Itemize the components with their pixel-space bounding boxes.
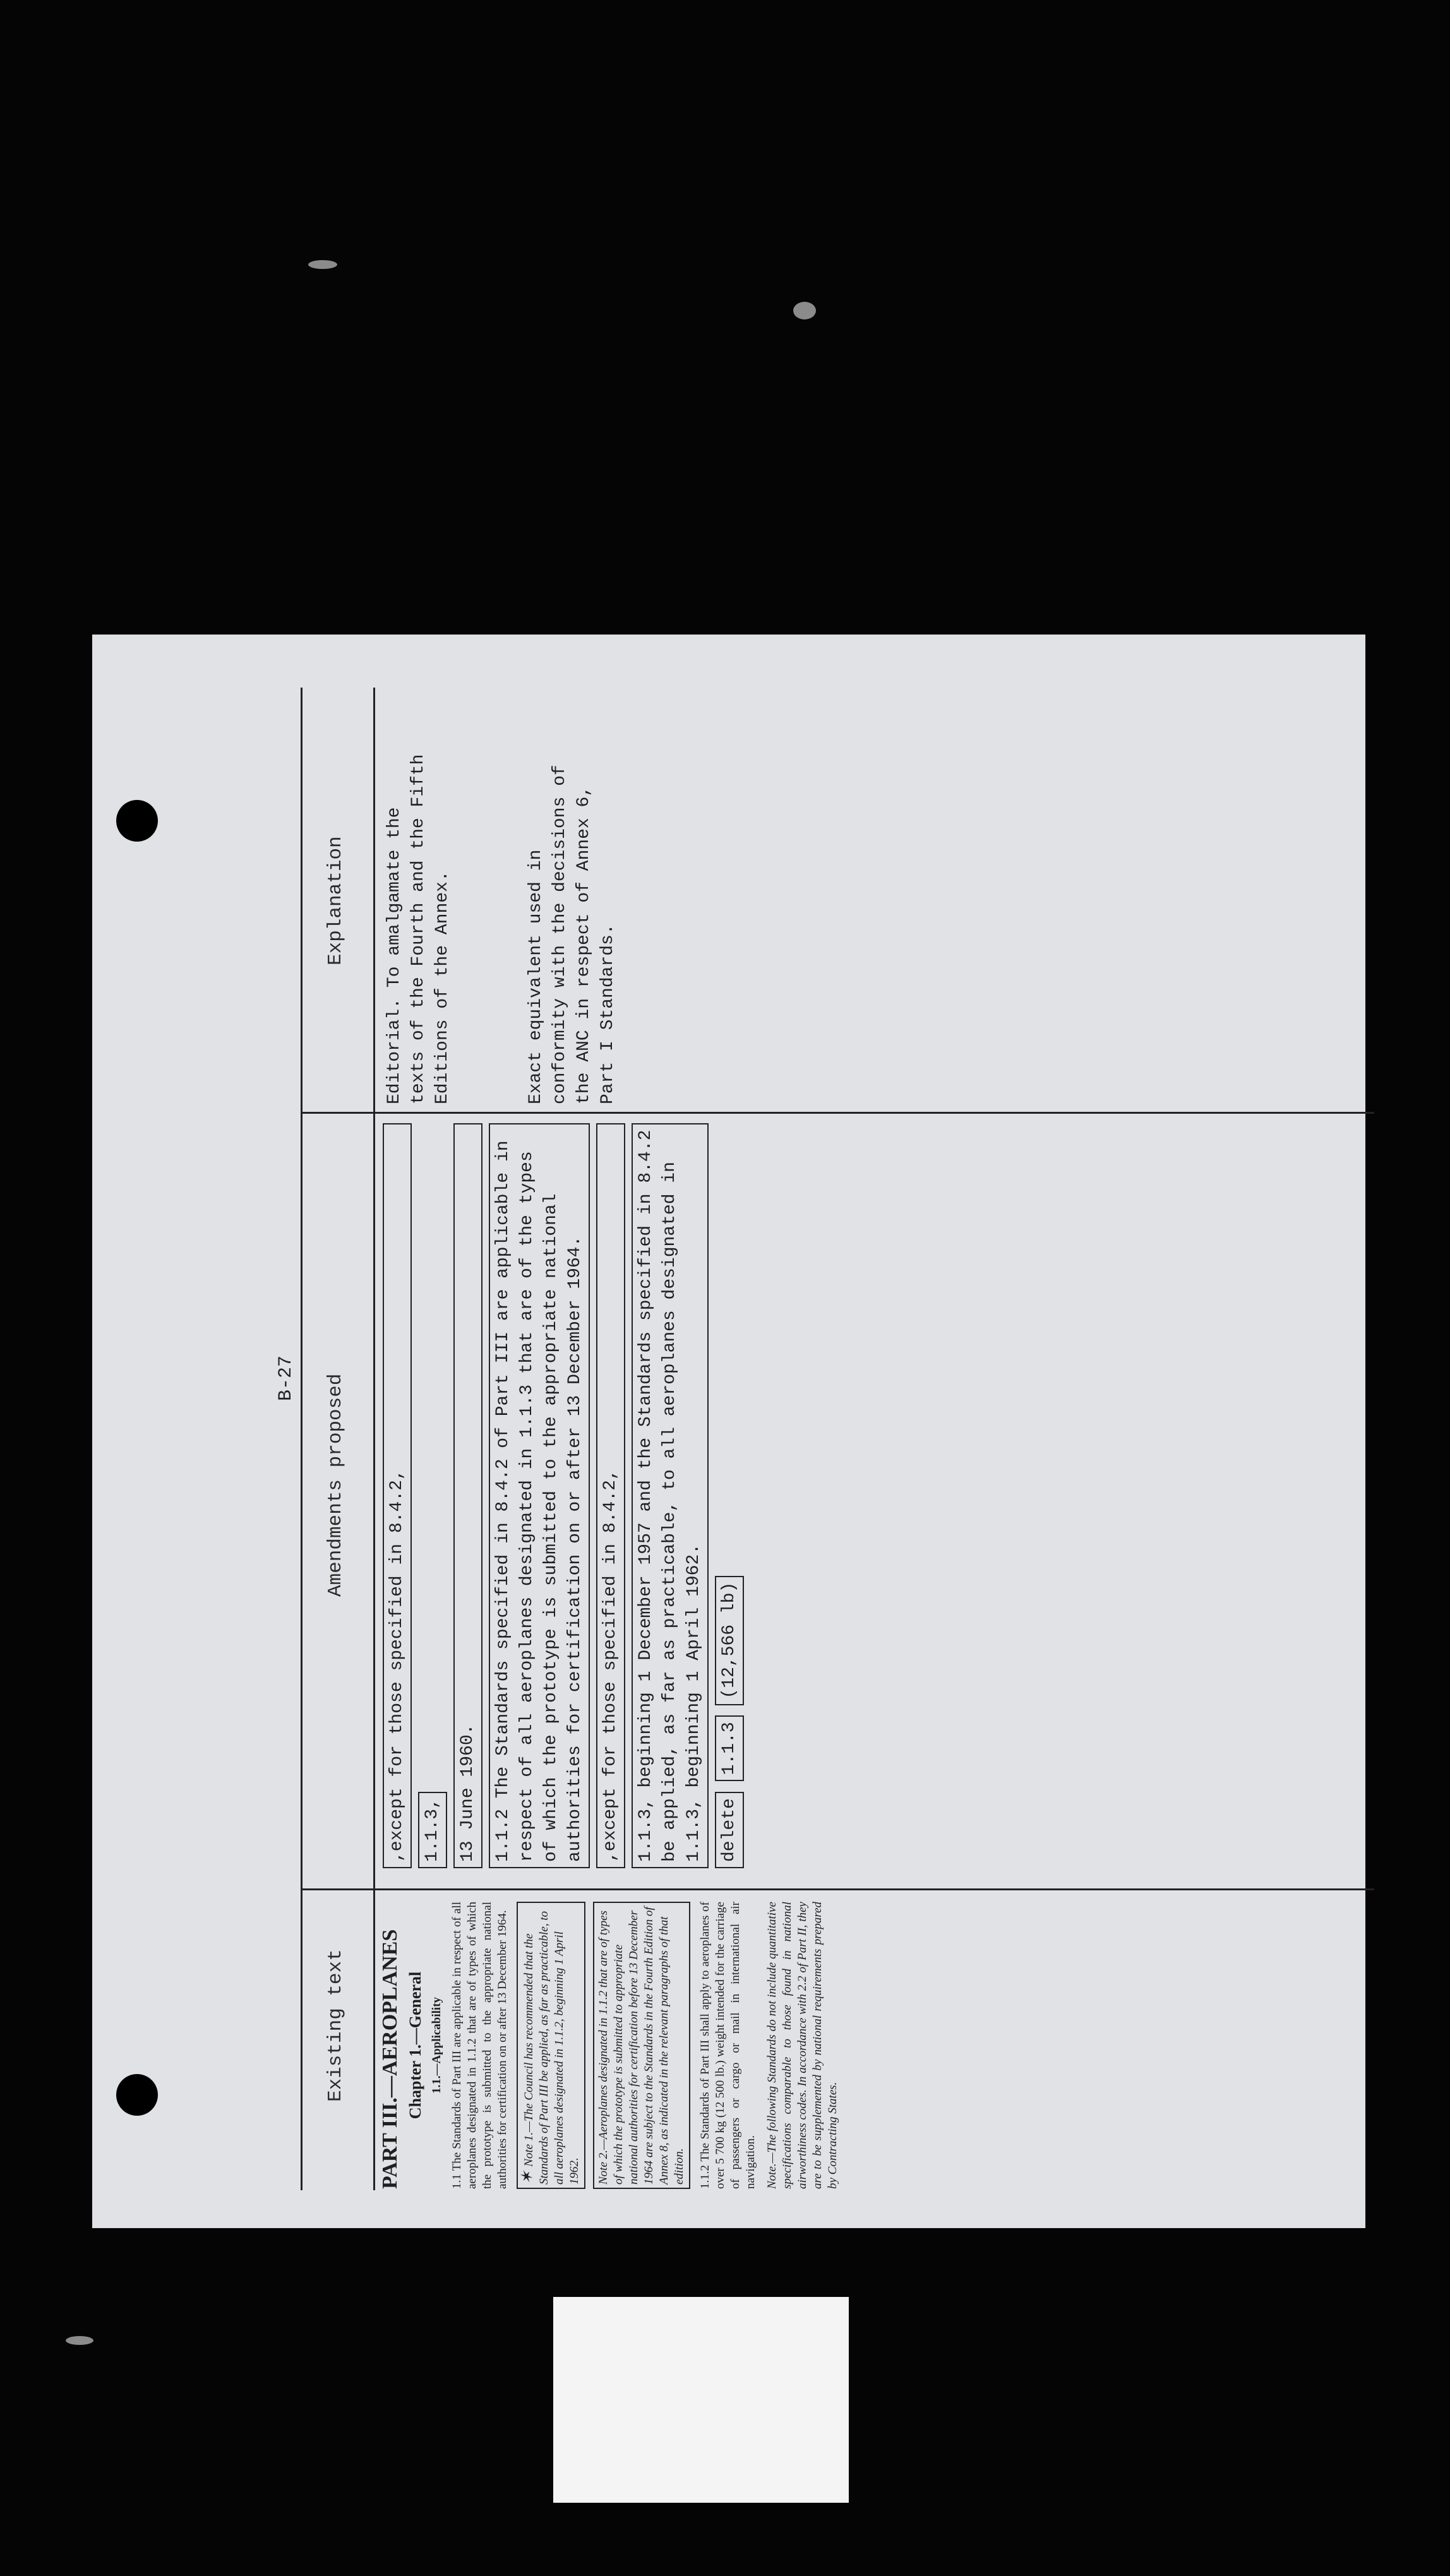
scan-speck (793, 302, 816, 319)
amendment-9: (12,566 lb) (715, 1576, 744, 1705)
amendments-column (383, 1123, 750, 1868)
explanation-1: Editorial. To amalgamate the texts of the Fourth and the Fifth Editions of the Annex. (385, 754, 452, 1104)
amendment-2: 1.1.3, (418, 1792, 447, 1868)
page-number: B-27 (275, 1355, 297, 1401)
rotated-content (92, 635, 1365, 2228)
header-rule (301, 688, 303, 2190)
header-amendments: Amendments proposed (325, 1373, 347, 1597)
column-rule (301, 1888, 1374, 1890)
amendment-4: 1.1.2 The Standards specified in 8.4.2 of Part III are applicable in respect of all aeroplanes designated in 1.1.3 that are of the types of which the prototype is submitted to the appropriate national authorities for certification on or after 13 December 1964. (489, 1123, 590, 1868)
existing-text-column (378, 1902, 847, 2189)
amendment-6: 1.1.3, beginning 1 December 1957 and the Standards specified in 8.4.2 be applied, as far as practicable, to all aeroplanes designated in 1.1.3, beginning 1 April 1962. (632, 1123, 709, 1868)
column-rule (301, 1112, 1374, 1114)
amendment-1: ,except for those specified in 8.4.2, (383, 1123, 412, 1868)
paragraph-1-1-2: 1.1.2 The Standards of Part III shall apply to aeroplanes of over 5 700 kg (12 500 lb.) weight intended for the carriage of passengers or cargo or mail in international air navigation. (698, 1902, 757, 2189)
amendment-7: delete (715, 1792, 744, 1868)
explanation-2: Exact equivalent used in conformity with the decisions of the ANC in respect of Annex 6, Part I Standards. (526, 765, 618, 1104)
header-existing: Existing text (325, 1949, 347, 2102)
scan-speck (66, 2336, 93, 2345)
explanation-column (383, 751, 690, 1104)
chapter-title: Chapter 1.—General (406, 1971, 424, 2120)
asterisk-mark: ✶ (518, 2166, 536, 2185)
note-final: Note.—The following Standards do not include quantitative specifications comparable to those found in national airworthiness codes. In accordance with 2.2 of Part II, they are to be supplemented by national requirements prepared by Contracting States. (765, 1902, 839, 2189)
header-explanation: Explanation (325, 836, 347, 965)
paper-slip (553, 2297, 849, 2503)
amendment-8: 1.1.3 (715, 1715, 744, 1781)
document-page (92, 635, 1365, 2228)
amendment-3: 13 June 1960. (453, 1123, 482, 1868)
paragraph-1-1: 1.1 The Standards of Part III are applicable in respect of all aeroplanes designated in 1.1.2 that are of types of which the prototype is submitted to the appropriate national authorities for certification on or after 13 December 1964. (450, 1902, 509, 2189)
scan-speck (308, 260, 337, 269)
header-rule (373, 688, 375, 2190)
part-title: PART III.—AEROPLANES (378, 1929, 402, 2189)
note-2: Note 2.—Aeroplanes designated in 1.1.2 that are of types of which the prototype is submitted to appropriate national authorities for certification before 13 December 1964 are subject to the Standards in the Fourth Edition of Annex 8, as indicated in the relevant paragraphs of that edition. (593, 1902, 690, 2189)
section-title: 1.1.—Applicability (430, 1996, 443, 2094)
amendment-5: ,except for those specified in 8.4.2, (596, 1123, 625, 1868)
note-1: ✶ Note 1.—The Council has recommended that the Standards of Part III be applied, as far as practicable, to all aeroplanes designated in 1.1.2, beginning 1 April 1962. (517, 1902, 585, 2189)
